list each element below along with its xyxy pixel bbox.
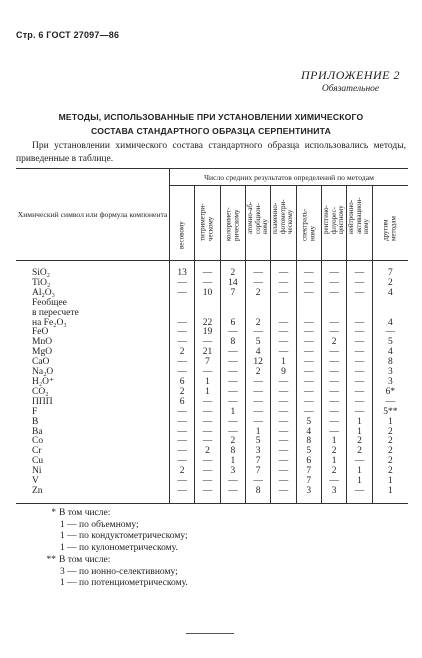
table-row xyxy=(16,437,408,447)
method-column-label: колоримет- рическому xyxy=(224,207,240,241)
result-count-cell: 2 xyxy=(321,447,346,457)
table-row xyxy=(16,447,408,457)
result-count-cell: 2 xyxy=(321,467,346,477)
result-count-cell: — xyxy=(170,457,195,467)
result-count-cell: — xyxy=(321,428,346,438)
result-count-cell: — xyxy=(296,368,321,378)
result-count-cell: — xyxy=(170,487,195,503)
method-column-label: спектраль- ному xyxy=(300,208,316,241)
result-count-cell: 3 xyxy=(220,467,245,477)
result-count-cell: 12 xyxy=(245,358,270,368)
methods-table xyxy=(16,168,408,504)
table-row xyxy=(16,418,408,428)
result-count-cell: — xyxy=(271,487,296,503)
result-count-cell: 1 xyxy=(321,437,346,447)
component-name: H₂O⁺ xyxy=(16,378,170,388)
table-row xyxy=(16,338,408,348)
result-count-cell xyxy=(271,299,296,309)
result-count-cell: — xyxy=(195,477,220,487)
result-count-cell: — xyxy=(245,477,270,487)
result-count-cell: — xyxy=(245,388,270,398)
footnote-2-item: 1 — по потенциометрическому. xyxy=(60,578,188,589)
result-count-cell: — xyxy=(170,338,195,348)
result-count-cell: — xyxy=(321,261,346,279)
component-name: в пересчете xyxy=(16,309,170,319)
result-count-cell: 2 xyxy=(220,261,245,279)
result-count-cell: — xyxy=(170,358,195,368)
result-count-cell xyxy=(296,299,321,309)
result-count-cell: — xyxy=(321,418,346,428)
result-count-cell: — xyxy=(195,487,220,503)
result-count-cell: 2 xyxy=(387,446,393,457)
result-count-cell: — xyxy=(245,398,270,408)
result-count-cell: — xyxy=(170,477,195,487)
result-count-cell: — xyxy=(347,319,372,329)
result-count-cell: — xyxy=(271,378,296,388)
result-count-cell: 2 xyxy=(387,466,393,477)
result-count-cell: 5 xyxy=(387,337,393,348)
methods-span-header: Число средних результатов определений по методам xyxy=(170,169,409,186)
method-column-label: атомно-аб- сорбцион- ному xyxy=(245,201,269,234)
result-count-cell: 1 xyxy=(220,457,245,467)
appendix-title: ПРИЛОЖЕНИЕ 2 xyxy=(301,68,400,82)
page-bottom-rule xyxy=(186,633,234,634)
result-count-cell: — xyxy=(220,348,245,358)
result-count-cell: — xyxy=(271,338,296,348)
result-count-cell: 2 xyxy=(170,388,195,398)
result-count-cell: 6 xyxy=(220,319,245,329)
result-count-cell: 2 xyxy=(245,368,270,378)
result-count-cell: 8 xyxy=(220,338,245,348)
result-count-cell: 4 xyxy=(387,347,393,358)
table-row xyxy=(16,261,408,279)
result-count-cell: — xyxy=(245,279,270,289)
result-count-cell: — xyxy=(170,368,195,378)
result-count-cell: — xyxy=(385,327,396,338)
result-count-cell: 3 xyxy=(321,487,346,503)
result-count-cell: 14 xyxy=(220,279,245,289)
result-count-cell: — xyxy=(296,261,321,279)
result-count-cell: — xyxy=(220,428,245,438)
method-column-header xyxy=(347,186,372,261)
method-column-label: весовому xyxy=(177,220,186,249)
component-name: Ba xyxy=(16,428,170,438)
result-count-cell: 1 xyxy=(195,388,220,398)
result-count-cell xyxy=(170,299,195,309)
result-count-cell: — xyxy=(385,396,396,407)
result-count-cell: — xyxy=(271,408,296,418)
result-count-cell: 7 xyxy=(296,477,321,487)
table-row xyxy=(16,467,408,477)
result-count-cell: — xyxy=(245,328,270,338)
result-count-cell: — xyxy=(271,418,296,428)
result-count-cell: — xyxy=(271,398,296,408)
result-count-cell: 5 xyxy=(296,447,321,457)
result-count-cell: 2 xyxy=(387,436,393,447)
result-count-cell: — xyxy=(220,358,245,368)
result-count-cell: — xyxy=(321,319,346,329)
appendix-subtitle: Обязательное xyxy=(321,84,380,94)
table-row xyxy=(16,487,408,503)
result-count-cell: — xyxy=(220,418,245,428)
table-row xyxy=(16,398,408,408)
result-count-cell: 3 xyxy=(387,367,393,378)
component-name: TiO₂ xyxy=(16,279,170,289)
component-name: ППП xyxy=(16,398,170,408)
result-count-cell: — xyxy=(271,348,296,358)
result-count-cell: 10 xyxy=(195,289,220,299)
result-count-cell: — xyxy=(195,279,220,289)
result-count-cell xyxy=(195,299,220,309)
component-name: V xyxy=(16,477,170,487)
result-count-cell: — xyxy=(170,289,195,299)
component-name: FeO xyxy=(16,328,170,338)
result-count-cell: 2 xyxy=(387,277,393,288)
method-column-header xyxy=(220,186,245,261)
result-count-cell: — xyxy=(296,348,321,358)
result-count-cell: — xyxy=(195,398,220,408)
method-column-label: титриметри- ческому xyxy=(198,203,215,241)
result-count-cell: 8 xyxy=(296,437,321,447)
method-column-header xyxy=(372,186,408,261)
footnote-1-text: В том числе: xyxy=(59,508,111,518)
component-name: Feобщее xyxy=(16,299,170,309)
method-column-header xyxy=(321,186,346,261)
title-line-2: СОСТАВА СТАНДАРТНОГО ОБРАЗЦА СЕРПЕНТИНИТА xyxy=(91,126,331,136)
result-count-cell: 3 xyxy=(245,447,270,457)
result-count-cell: 8 xyxy=(245,487,270,503)
result-count-cell: 2 xyxy=(347,447,372,457)
component-name: Cu xyxy=(16,457,170,467)
result-count-cell: — xyxy=(271,388,296,398)
footnote-2-mark: ** xyxy=(46,554,56,565)
result-count-cell: — xyxy=(347,398,372,408)
result-count-cell: 1 xyxy=(321,457,346,467)
component-name: на Fe₂O₃ xyxy=(16,319,170,329)
component-name: Co xyxy=(16,437,170,447)
table-header-row xyxy=(16,169,408,186)
result-count-cell: 1 xyxy=(347,428,372,438)
intro-paragraph xyxy=(16,140,406,166)
result-count-cell: — xyxy=(347,378,372,388)
component-name: F xyxy=(16,408,170,418)
result-count-cell: 9 xyxy=(271,368,296,378)
table-row xyxy=(16,428,408,438)
result-count-cell: — xyxy=(296,398,321,408)
result-count-cell: — xyxy=(271,477,296,487)
result-count-cell: — xyxy=(296,408,321,418)
result-count-cell: — xyxy=(245,378,270,388)
result-count-cell: — xyxy=(321,477,346,487)
result-count-cell: — xyxy=(321,368,346,378)
component-name: SiO₂ xyxy=(16,261,170,279)
result-count-cell: — xyxy=(170,279,195,289)
result-count-cell: 4 xyxy=(387,317,393,328)
appendix-label xyxy=(301,68,400,94)
component-name: MnO xyxy=(16,338,170,348)
result-count-cell: — xyxy=(195,457,220,467)
result-count-cell: — xyxy=(271,261,296,279)
result-count-cell: — xyxy=(195,368,220,378)
result-count-cell: — xyxy=(271,328,296,338)
result-count-cell: — xyxy=(347,457,372,467)
table-row xyxy=(16,378,408,388)
component-name: CO₂ xyxy=(16,388,170,398)
result-count-cell: — xyxy=(321,328,346,338)
method-column-header xyxy=(296,186,321,261)
result-count-cell: — xyxy=(321,358,346,368)
result-count-cell: — xyxy=(195,338,220,348)
result-count-cell: — xyxy=(296,289,321,299)
result-count-cell xyxy=(372,299,408,309)
method-column-header xyxy=(271,186,296,261)
result-count-cell: — xyxy=(245,418,270,428)
result-count-cell: — xyxy=(220,487,245,503)
result-count-cell: 1 xyxy=(387,476,393,487)
result-count-cell: — xyxy=(321,398,346,408)
result-count-cell: — xyxy=(347,261,372,279)
result-count-cell: — xyxy=(321,408,346,418)
table-row xyxy=(16,279,408,289)
result-count-cell: — xyxy=(170,447,195,457)
method-column-header xyxy=(170,186,195,261)
result-count-cell: — xyxy=(195,418,220,428)
result-count-cell: 4 xyxy=(245,348,270,358)
result-count-cell: — xyxy=(245,408,270,418)
table-row xyxy=(16,319,408,329)
result-count-cell: 6 xyxy=(170,378,195,388)
result-count-cell: 19 xyxy=(195,328,220,338)
table-row xyxy=(16,328,408,338)
table-row xyxy=(16,289,408,299)
result-count-cell: 6 xyxy=(170,398,195,408)
result-count-cell: 5 xyxy=(245,338,270,348)
document-title xyxy=(30,110,392,138)
result-count-cell: — xyxy=(347,358,372,368)
result-count-cell: — xyxy=(347,408,372,418)
table-row xyxy=(16,477,408,487)
component-name: Al₂O₃ xyxy=(16,289,170,299)
result-count-cell: 8 xyxy=(220,447,245,457)
table-row xyxy=(16,388,408,398)
method-column-label: другим методам xyxy=(381,216,398,241)
method-column-header xyxy=(195,186,220,261)
result-count-cell: 1 xyxy=(195,378,220,388)
result-count-cell: — xyxy=(195,428,220,438)
component-name: Na₂O xyxy=(16,368,170,378)
result-count-cell: — xyxy=(296,319,321,329)
footnote-1-item: 1 — по объемному; xyxy=(60,519,139,530)
result-count-cell: 3 xyxy=(387,376,393,387)
result-count-cell: 2 xyxy=(321,338,346,348)
result-count-cell: — xyxy=(170,319,195,329)
result-count-cell: — xyxy=(347,279,372,289)
footnote-2-text: В том числе: xyxy=(59,554,111,565)
table-body xyxy=(16,261,408,504)
method-column-label: рентгено- флуорес- центному xyxy=(321,204,345,234)
title-line-1: МЕТОДЫ, ИСПОЛЬЗОВАННЫЕ ПРИ УСТАНОВЛЕНИИ ХИМИЧЕСКОГО xyxy=(58,112,364,122)
component-name: CaO xyxy=(16,358,170,368)
result-count-cell xyxy=(321,299,346,309)
result-count-cell xyxy=(347,299,372,309)
table-row xyxy=(16,348,408,358)
footnote-1-item: 1 — по кондуктометрическому; xyxy=(60,531,188,542)
page-header: Стр. 6 ГОСТ 27097—86 xyxy=(16,30,120,40)
result-count-cell: — xyxy=(195,437,220,447)
result-count-cell: — xyxy=(296,358,321,368)
footnote-1 xyxy=(44,508,188,520)
result-count-cell: — xyxy=(347,289,372,299)
result-count-cell: 2 xyxy=(245,289,270,299)
result-count-cell: — xyxy=(296,388,321,398)
result-count-cell: 6 xyxy=(296,457,321,467)
table-row xyxy=(16,358,408,368)
result-count-cell: — xyxy=(271,279,296,289)
result-count-cell: 7 xyxy=(195,358,220,368)
result-count-cell: 2 xyxy=(170,348,195,358)
result-count-cell: — xyxy=(271,289,296,299)
result-count-cell: — xyxy=(220,368,245,378)
result-count-cell: — xyxy=(195,408,220,418)
result-count-cell: — xyxy=(347,388,372,398)
result-count-cell: — xyxy=(321,289,346,299)
result-count-cell: — xyxy=(321,279,346,289)
table-row xyxy=(16,408,408,418)
result-count-cell: — xyxy=(347,487,372,503)
result-count-cell: 7 xyxy=(220,289,245,299)
result-count-cell: — xyxy=(321,378,346,388)
footnote-2-item: 3 — по ионно-селективному; xyxy=(60,566,178,577)
table-row xyxy=(16,309,408,319)
result-count-cell: — xyxy=(220,328,245,338)
result-count-cell: — xyxy=(220,378,245,388)
method-column-label: пламенно- фотометри- ческому xyxy=(271,198,295,234)
result-count-cell: — xyxy=(321,348,346,358)
result-count-cell: 1 xyxy=(372,487,408,503)
result-count-cell: 1 xyxy=(347,467,372,477)
result-count-cell: — xyxy=(296,338,321,348)
result-count-cell: 2 xyxy=(170,467,195,477)
result-count-cell: 2 xyxy=(220,437,245,447)
result-count-cell: 22 xyxy=(195,319,220,329)
result-count-cell: — xyxy=(271,447,296,457)
result-count-cell: 21 xyxy=(195,348,220,358)
footnote-2 xyxy=(44,555,188,567)
component-name: Cr xyxy=(16,447,170,457)
result-count-cell: 13 xyxy=(170,261,195,279)
component-name: B xyxy=(16,418,170,428)
result-count-cell: — xyxy=(195,261,220,279)
footnote-1-mark: * xyxy=(51,508,56,518)
result-count-cell xyxy=(220,299,245,309)
result-count-cell: 7 xyxy=(296,467,321,477)
component-name: MgO xyxy=(16,348,170,358)
result-count-cell: 1 xyxy=(271,358,296,368)
component-column-header: Химический символ или формула компонента xyxy=(16,169,170,261)
result-count-cell: 8 xyxy=(387,357,393,368)
result-count-cell: — xyxy=(195,467,220,477)
result-count-cell: 4 xyxy=(296,428,321,438)
component-name: Zn xyxy=(16,487,170,503)
result-count-cell: — xyxy=(245,261,270,279)
method-column-header xyxy=(245,186,270,261)
result-count-cell: — xyxy=(271,319,296,329)
result-count-cell: — xyxy=(347,368,372,378)
result-count-cell: 1 xyxy=(220,408,245,418)
result-count-cell: — xyxy=(296,378,321,388)
result-count-cell: 4 xyxy=(387,287,393,298)
intro-text: При установлении химического состава стандартного образца использовались методы, приведенные в таблице. xyxy=(16,141,406,164)
result-count-cell: — xyxy=(170,437,195,447)
component-name: Ni xyxy=(16,467,170,477)
result-count-cell: — xyxy=(170,328,195,338)
result-count-cell xyxy=(245,299,270,309)
result-count-cell: 1 xyxy=(347,477,372,487)
result-count-cell: — xyxy=(170,408,195,418)
result-count-cell: 7 xyxy=(387,268,393,278)
result-count-cell: — xyxy=(347,338,372,348)
result-count-cell: 2 xyxy=(195,447,220,457)
result-count-cell: — xyxy=(220,388,245,398)
result-count-cell: 6* xyxy=(385,386,396,397)
result-count-cell: 3 xyxy=(296,487,321,503)
table-row xyxy=(16,457,408,467)
footnotes xyxy=(44,508,188,590)
table-row xyxy=(16,368,408,378)
result-count-cell: — xyxy=(170,418,195,428)
result-count-cell: — xyxy=(271,467,296,477)
result-count-cell: — xyxy=(271,437,296,447)
result-count-cell: 7 xyxy=(245,467,270,477)
result-count-cell: 2 xyxy=(387,456,393,467)
result-count-cell: 1 xyxy=(347,418,372,428)
result-count-cell: 1 xyxy=(245,428,270,438)
result-count-cell: 2 xyxy=(347,437,372,447)
result-count-cell: 5 xyxy=(245,437,270,447)
footnote-1-item: 1 — по кулонометрическому. xyxy=(60,543,178,554)
method-column-label: нейтронно- активацион- ному xyxy=(347,196,371,234)
result-count-cell: — xyxy=(220,398,245,408)
result-count-cell: — xyxy=(220,477,245,487)
result-count-cell: — xyxy=(296,279,321,289)
result-count-cell: — xyxy=(271,457,296,467)
result-count-cell: — xyxy=(170,428,195,438)
result-count-cell: 5** xyxy=(383,406,398,417)
result-count-cell: 5 xyxy=(296,418,321,428)
result-count-cell: 7 xyxy=(245,457,270,467)
result-count-cell: — xyxy=(296,328,321,338)
result-count-cell: — xyxy=(347,348,372,358)
result-count-cell: — xyxy=(347,328,372,338)
result-count-cell: — xyxy=(321,388,346,398)
result-count-cell: 1 xyxy=(387,416,393,427)
result-count-cell: 2 xyxy=(387,426,393,437)
result-count-cell: — xyxy=(271,428,296,438)
result-count-cell: 2 xyxy=(245,319,270,329)
